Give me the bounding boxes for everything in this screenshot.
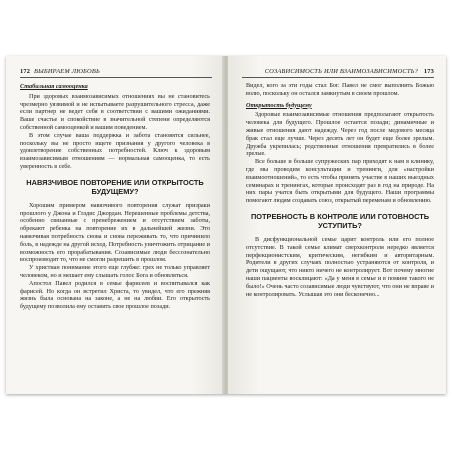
paragraph: У христиан понимание этого еще глубже: грех не только управляет человеком, но и мешает ему слышать голос Бога и обновляться. [20, 264, 210, 279]
paragraph: Видел, кого за эти годы стал Бог. Павел не смог выполнить Божью волю, поскольку он остался замкнутым в своем прошлом. [246, 82, 434, 97]
left-page [6, 56, 224, 394]
paragraph: При здоровых взаимозависимых отношениях вы не становитесь чрезмерно уязвимой и не испытываете разрушительного стресса, даже если партнер не ведет себя в соответствии с вашими ожиданиями. Ваше счастье и спокойствие в значительной степени определяются собственной самооценкой и вашим поведением. [20, 92, 210, 131]
right-page-text [246, 82, 434, 390]
page-number-right: 173 [423, 68, 434, 75]
left-running-header [20, 68, 212, 78]
left-page-text [20, 83, 210, 390]
paragraph: В дисфункциональной семье царит контроль или его полное отсутствие. В такой семье климат сверхконтроля нередко является перфекционистским, критическим, негибким и авторитарным. Родители в других случаях полностью устраняются от контроля, и дети ощущают, что никто ничего не контролирует. Вот почему многие наши пациенты восклицают: «Да у меня в семье и в помине такого не было!» Очень часто созависимые люди чувствуют, что они не вправе и не контролировать. Услышав это они бесконечно... [246, 235, 434, 298]
page-number-left: 172 [20, 68, 31, 75]
subheading: Стабильная самооценка [20, 83, 88, 90]
subheading: Открытость будущему [246, 101, 312, 109]
paragraph: Все больше и больше супружеских пар приходят к нам в клинику, где мы проводим консультации и тренинги, для «настройки взаимоотношений», то есть чтобы принять участие в наших выездных семинарах и тренингах, которые происходят раз в год на природе. На них пары учатся быть открытыми для будущего. Наши программы помогают людям создавать союз, открытый переменам и обновлению. [246, 158, 434, 205]
section-heading: ПОТРЕБНОСТЬ В КОНТРОЛЕ ИЛИ ГОТОВНОСТЬ УСТУПИТЬ? [250, 211, 430, 230]
paragraph: В этом случае ваша поддержка и забота становятся сильнее, поскольку вы не просто ищете признания у другого человека в удовлетворение собственных потребностей. Ключ к здоровым взаимозависимым отношениям — нормальная самооценка, то есть уверенность в себе. [20, 131, 210, 170]
right-running-header [242, 68, 434, 78]
header-rule [20, 77, 212, 78]
right-page [228, 56, 446, 394]
running-title-left: ВЫБИРАЕМ ЛЮБОВЬ [34, 68, 100, 75]
paragraph: Хорошим примером навязчивого повторения служат призраки прошлого у Джона и Глэдис Джордан. Нерешенные проблемы детства, особенно связанные с пренебрежением и отсутствием заботы, обрекают ребенка на повторение их в дальнейшей жизни. Это навязчивая потребность снова и снова переживать то, что причинило боль, в надежде на другой исход. Потребность уничтожить отрицание и возможность его прорабатывания. Созависимые люди бессознательно воспроизводят то, что не смогли разрешить в прошлом. [20, 201, 210, 264]
header-rule [242, 77, 434, 78]
running-title-right: СОЗАВИСИМОСТЬ ИЛИ ВЗАИМОЗАВИСИМОСТЬ? [264, 68, 418, 75]
paragraph: Здоровые взаимозависимые отношения предполагают открытость человека для будущего. Прошлое остается позади; динамичные и живые отношения дают надежду. Через год после медового месяца брак стал еще лучше. Через десять лет он будет еще более зрелым. Дружба укрепилась; родственные отношения превратились в более зрелые. [246, 111, 434, 158]
open-book [6, 56, 446, 394]
paragraph: Апостол Павел родился в семье фарисеев и воспитывался как фарисей. Но когда он встретил Христа, то увидел, что его прежняя жизнь была основана на законе, а не на любви. Его открытость будущему позволила ему оставить свое прошлое позади. [20, 279, 210, 311]
section-heading: НАВЯЗЧИВОЕ ПОВТОРЕНИЕ ИЛИ ОТКРЫТОСТЬ БУДУЩЕМУ? [26, 177, 204, 196]
